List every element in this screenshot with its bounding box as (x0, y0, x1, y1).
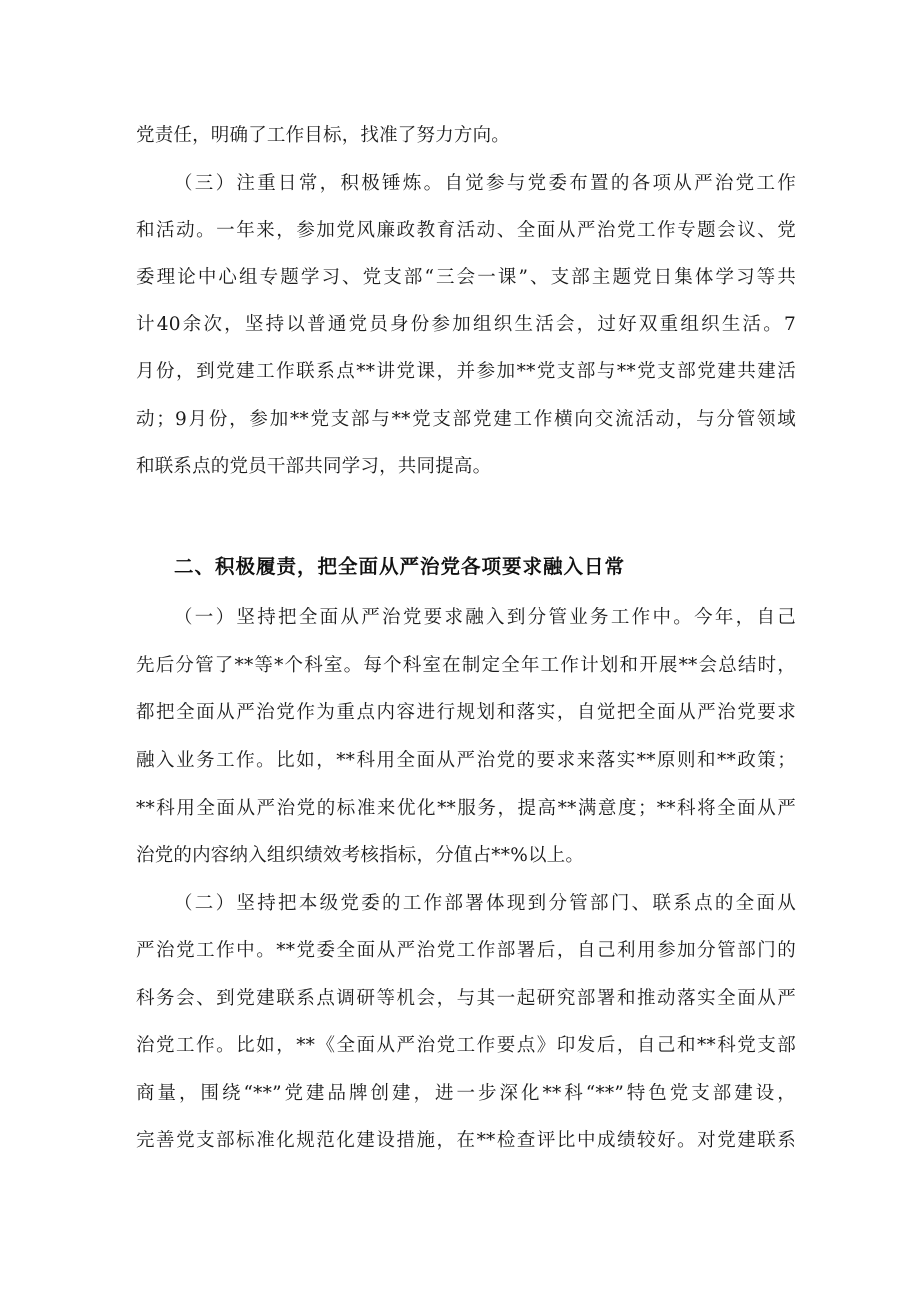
paragraph-line: 商量，围绕“**”党建品牌创建，进一步深化**科“**”特色党支部建设， (136, 1083, 796, 1104)
paragraph-line: 先后分管了**等*个科室。每个科室在制定全年工作计划和开展**会总结时， (136, 655, 796, 676)
paragraph-first-line: （二）坚持把本级党委的工作部署体现到分管部门、联系点的全面从 (174, 893, 796, 914)
paragraph-first-line: （三）注重日常，积极锤炼。自觉参与党委布置的各项从严治党工作 (174, 173, 796, 194)
paragraph-line: 党责任，明确了工作目标，找准了努力方向。 (136, 125, 511, 146)
paragraph-line: 和活动。一年来，参加党风廉政教育活动、全面从严治党工作专题会议、党 (136, 220, 796, 241)
paragraph-line: 严治党工作中。**党委全面从严治党工作部署后，自己利用参加分管部门的 (136, 940, 796, 961)
section-heading: 二、积极履责，把全面从严治党各项要求融入日常 (174, 555, 626, 578)
paragraph-line: 治党工作。比如，**《全面从严治党工作要点》印发后，自己和**科党支部 (136, 1035, 796, 1056)
paragraph-line: 科务会、到党建联系点调研等机会，与其一起研究部署和推动落实全面从严 (136, 988, 796, 1009)
paragraph-line: 都把全面从严治党作为重点内容进行规划和落实，自觉把全面从严治党要求 (136, 702, 796, 723)
paragraph-line: 委理论中心组专题学习、党支部“三会一课”、支部主题党日集体学习等共 (136, 267, 796, 288)
paragraph-line: 月份，到党建工作联系点**讲党课，并参加**党支部与**党支部党建共建活 (136, 361, 796, 382)
paragraph-line: 完善党支部标准化规范化建设措施，在**检查评比中成绩较好。对党建联系 (136, 1130, 796, 1151)
paragraph-line: **科用全面从严治党的标准来优化**服务，提高**满意度；**科将全面从严 (136, 798, 796, 819)
paragraph-first-line: （一）坚持把全面从严治党要求融入到分管业务工作中。今年，自己 (174, 607, 796, 628)
paragraph-line: 融入业务工作。比如，**科用全面从严治党的要求来落实**原则和**政策； (136, 750, 796, 771)
paragraph-line: 治党的内容纳入组织绩效考核指标，分值占**%以上。 (136, 845, 585, 866)
paragraph-line: 计40余次，坚持以普通党员身份参加组织生活会，过好双重组织生活。7 (136, 314, 796, 335)
paragraph-line: 和联系点的党员干部共同学习，共同提高。 (136, 456, 492, 477)
paragraph-line: 动；9月份，参加**党支部与**党支部党建工作横向交流活动，与分管领域 (136, 409, 796, 430)
